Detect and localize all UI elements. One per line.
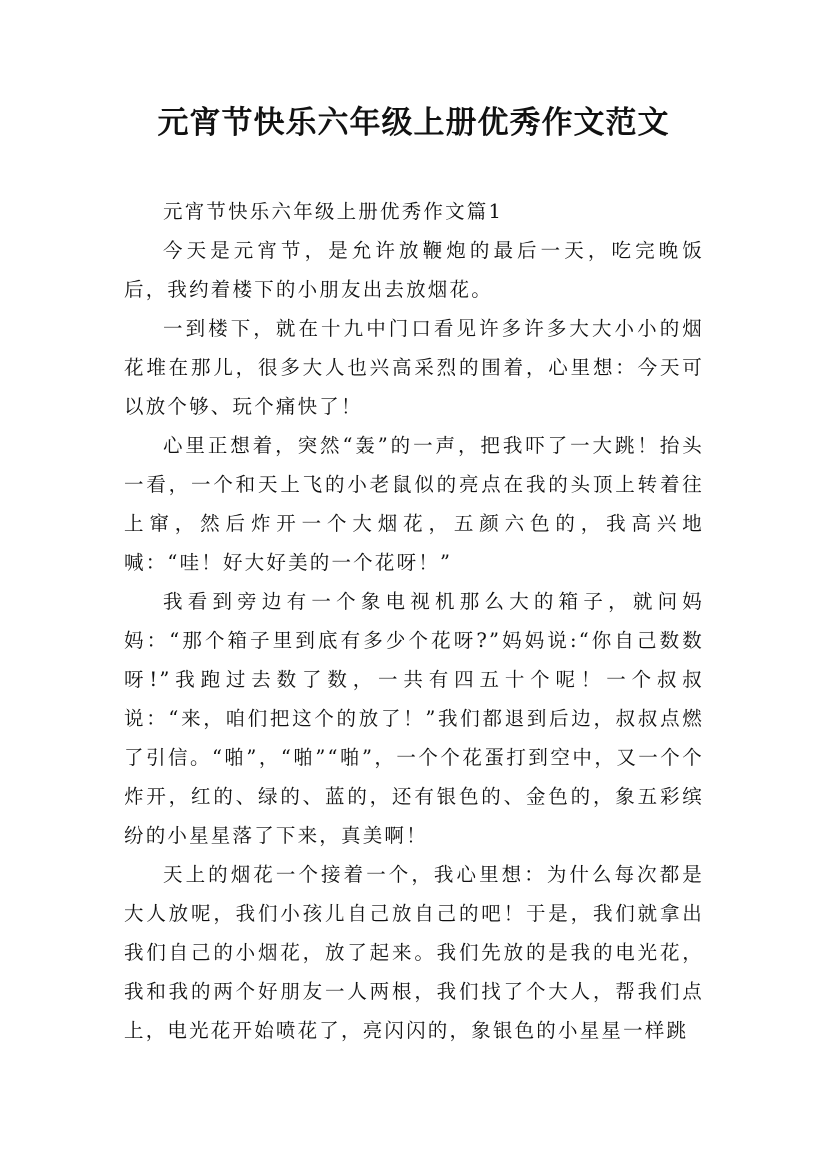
section-heading: 元宵节快乐六年级上册优秀作文篇1 [163,200,504,223]
document-title: 元宵节快乐六年级上册优秀作文范文 [157,105,670,141]
paragraph: 我看到旁边有一个象电视机那么大的箱子，就问妈妈：“那个箱子里到底有多少个花呀?”妈妈说:“你自己数数呀!”我跑过去数了数，一共有四五十个呢！一个叔叔说：“来，咱们把这个的放了！”我们都退到后边，叔叔点燃了引信。“啪”，“啪”“啪”，一个个花蛋打到空中，又一个个炸开，红的、绿的、蓝的，还有银色的、金色的，象五彩缤纷的小星星落了下来，真美啊！ [124,590,704,847]
document-body [124,192,704,1050]
paragraph: 天上的烟花一个接着一个，我心里想：为什么每次都是大人放呢，我们小孩儿自己放自己的吧！于是，我们就拿出我们自己的小烟花，放了起来。我们先放的是我的电光花，我和我的两个好朋友一人两根，我们找了个大人，帮我们点上，电光花开始喷花了，亮闪闪的，象银色的小星星一样跳 [124,863,704,1042]
paragraph: 今天是元宵节，是允许放鞭炮的最后一天，吃完晚饭后，我约着楼下的小朋友出去放烟花。 [124,239,704,301]
paragraph: 一到楼下，就在十九中门口看见许多许多大大小小的烟花堆在那儿，很多大人也兴高采烈的围着，心里想：今天可以放个够、玩个痛快了！ [124,317,704,418]
paragraph: 心里正想着，突然“轰”的一声，把我吓了一大跳！抬头一看，一个和天上飞的小老鼠似的亮点在我的头顶上转着往上窜，然后炸开一个大烟花，五颜六色的，我高兴地喊：“哇！好大好美的一个花呀！” [124,434,704,574]
